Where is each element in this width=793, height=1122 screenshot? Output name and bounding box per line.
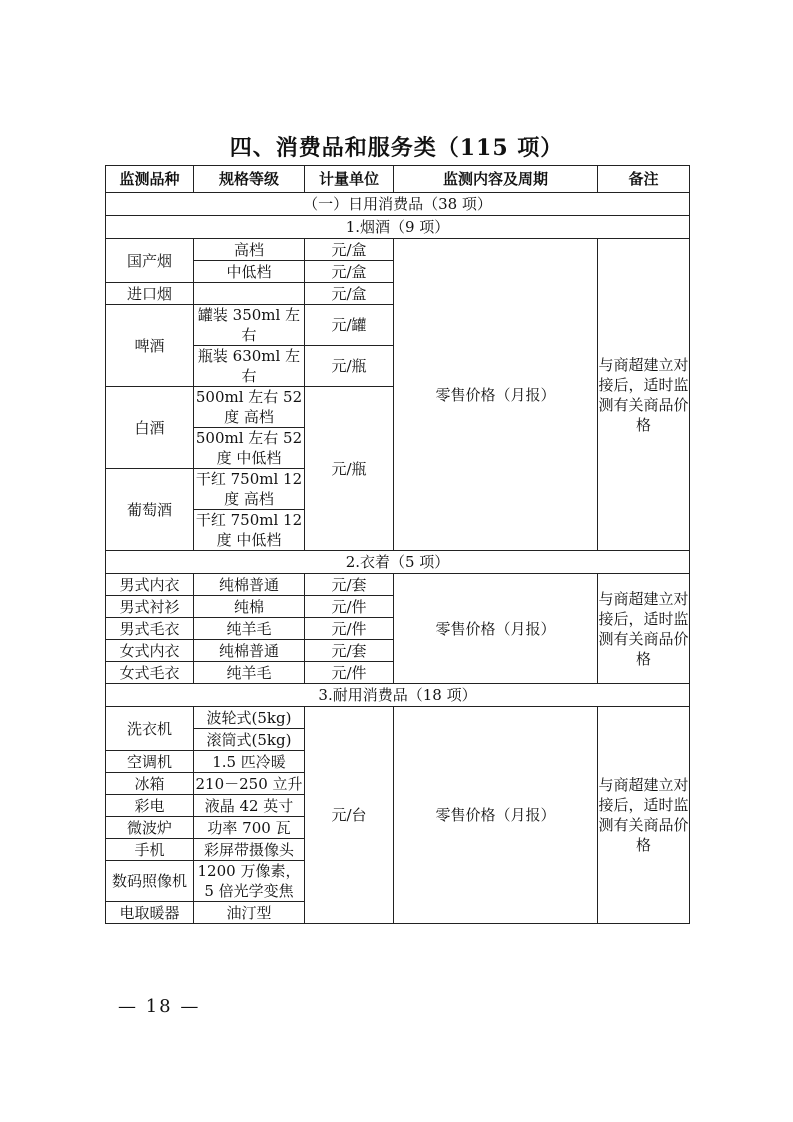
item-name: 男式内衣 (106, 574, 194, 596)
item-spec: 500ml 左右 52 度 中低档 (194, 428, 305, 469)
item-name: 微波炉 (106, 817, 194, 839)
item-unit: 元/台 (305, 707, 394, 924)
item-spec: 干红 750ml 12 度 中低档 (194, 510, 305, 551)
item-unit: 元/件 (305, 662, 394, 684)
item-spec: 高档 (194, 239, 305, 261)
item-name: 洗衣机 (106, 707, 194, 751)
item-spec: 纯棉普通 (194, 574, 305, 596)
item-spec: 纯棉 (194, 596, 305, 618)
page-number: — 18 — (118, 996, 201, 1017)
item-name: 啤酒 (106, 305, 194, 387)
item-spec: 1200 万像素，5 倍光学变焦 (194, 861, 305, 902)
item-name: 男式毛衣 (106, 618, 194, 640)
item-spec: 彩屏带摄像头 (194, 839, 305, 861)
item-spec: 500ml 左右 52 度 高档 (194, 387, 305, 428)
item-spec: 液晶 42 英寸 (194, 795, 305, 817)
section-clothing: 2.衣着（5 项） (106, 551, 690, 574)
subheader-daily-goods: （一）日用消费品（38 项） (106, 193, 690, 216)
item-spec: 干红 750ml 12 度 高档 (194, 469, 305, 510)
header-unit: 计量单位 (305, 166, 394, 193)
item-name: 冰箱 (106, 773, 194, 795)
table-row (106, 574, 690, 596)
item-spec: 1.5 匹冷暖 (194, 751, 305, 773)
item-spec: 波轮式(5kg) (194, 707, 305, 729)
item-name: 空调机 (106, 751, 194, 773)
item-unit: 元/套 (305, 574, 394, 596)
item-spec: 中低档 (194, 261, 305, 283)
item-unit: 元/套 (305, 640, 394, 662)
header-note: 备注 (598, 166, 690, 193)
page-title: 四、消费品和服务类（115 项） (229, 135, 564, 161)
item-name: 女式内衣 (106, 640, 194, 662)
remark-cell: 与商超建立对接后，适时监测有关商品价格 (598, 707, 690, 924)
monitor-content: 零售价格（月报） (394, 574, 598, 684)
item-name: 国产烟 (106, 239, 194, 283)
item-unit: 元/瓶 (305, 346, 394, 387)
item-unit: 元/盒 (305, 261, 394, 283)
table-row (106, 239, 690, 261)
section-row (106, 551, 690, 574)
section-row (106, 216, 690, 239)
item-spec: 纯棉普通 (194, 640, 305, 662)
item-name: 电取暖器 (106, 902, 194, 924)
section-row (106, 684, 690, 707)
subheader-row (106, 193, 690, 216)
item-unit: 元/瓶 (305, 387, 394, 551)
monitor-content: 零售价格（月报） (394, 239, 598, 551)
item-spec: 纯羊毛 (194, 618, 305, 640)
item-name: 数码照像机 (106, 861, 194, 902)
item-unit: 元/件 (305, 596, 394, 618)
item-spec-empty (194, 283, 305, 305)
remark-cell: 与商超建立对接后，适时监测有关商品价格 (598, 239, 690, 551)
item-spec: 纯羊毛 (194, 662, 305, 684)
item-spec: 功率 700 瓦 (194, 817, 305, 839)
item-name: 进口烟 (106, 283, 194, 305)
item-spec: 滚筒式(5kg) (194, 729, 305, 751)
item-name: 男式衬衫 (106, 596, 194, 618)
item-unit: 元/罐 (305, 305, 394, 346)
section-durables: 3.耐用消费品（18 项） (106, 684, 690, 707)
header-row (106, 166, 690, 193)
section-tobacco-alcohol: 1.烟酒（9 项） (106, 216, 690, 239)
remark-cell: 与商超建立对接后，适时监测有关商品价格 (598, 574, 690, 684)
table-row (106, 707, 690, 729)
item-spec: 瓶装 630ml 左右 (194, 346, 305, 387)
item-spec: 210－250 立升 (195, 774, 303, 793)
item-spec: 罐装 350ml 左右 (194, 305, 305, 346)
header-variety: 监测品种 (106, 166, 194, 193)
item-name: 女式毛衣 (106, 662, 194, 684)
item-unit: 元/件 (305, 618, 394, 640)
item-name: 葡萄酒 (106, 469, 194, 551)
item-unit: 元/盒 (305, 239, 394, 261)
header-spec: 规格等级 (194, 166, 305, 193)
price-monitoring-table (105, 165, 690, 924)
header-content: 监测内容及周期 (394, 166, 598, 193)
item-name: 彩电 (106, 795, 194, 817)
monitor-content: 零售价格（月报） (394, 707, 598, 924)
item-name: 手机 (106, 839, 194, 861)
item-name: 白酒 (106, 387, 194, 469)
item-spec: 油汀型 (194, 902, 305, 924)
item-unit: 元/盒 (305, 283, 394, 305)
